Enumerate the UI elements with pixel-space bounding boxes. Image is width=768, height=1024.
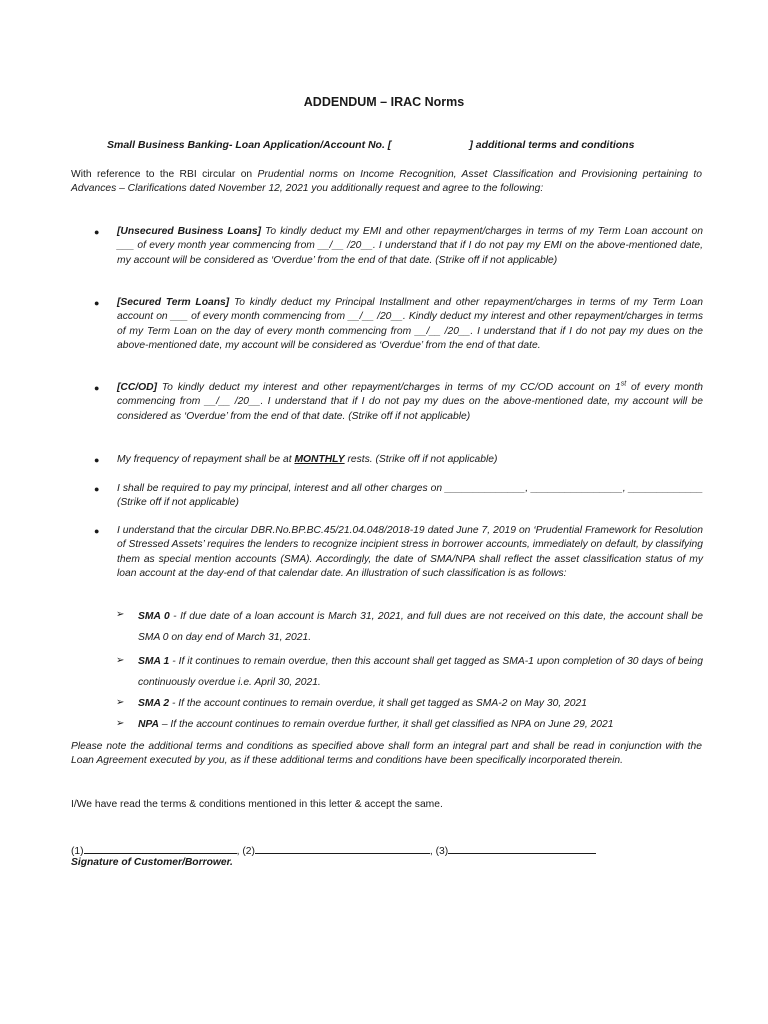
item-text-a: To kindly deduct my interest and other repayment/charges in terms of my CC/OD account on 1 [157,382,621,393]
arrow-bullet-icon: ➢ [116,697,125,708]
signature-3-field[interactable] [448,843,596,854]
bullet-icon: ● [94,455,100,465]
sma-label: SMA 0 [138,611,170,622]
item-text: I shall be required to pay my principal, interest and all other charges on ______________, ________________, _____________ (Strike off if not applicable) [117,483,703,509]
sma-item [138,714,703,735]
signature-3-label: , (3) [429,846,449,857]
subtitle-left: Small Business Banking- Loan Application/Account No. [ [107,139,392,151]
sma-item [138,606,703,648]
item-text-pre: My frequency of repayment shall be at [117,454,295,465]
arrow-bullet-icon: ➢ [116,655,125,666]
item-text: To kindly deduct my Principal Installment and other repayment/charges in terms of my Term Loan account on ___ of every month commencing from __/__ /20__. Kindly deduct my interest and other repayment/charges in terms of my Term Loan on the day of every month commencing from __/__ /20__. I understand that if I do not pay my dues on the above-mentioned date, my account will be considered as ‘Overdue’ from the end of that date. [117,297,703,351]
list-item-secured-term-loans [117,296,703,353]
sma-text: - If the account continues to remain overdue, it shall get tagged as SMA-2 on May 30, 2021 [169,698,587,709]
signature-2-field[interactable] [255,843,430,854]
list-item-frequency [117,453,703,467]
sma-label: SMA 1 [138,656,170,667]
bullet-icon: ● [94,526,100,536]
list-item-unsecured-loans [117,225,703,268]
item-text-post: rests. (Strike off if not applicable) [344,454,498,465]
item-emphasis: MONTHLY [294,454,345,465]
signature-1-field[interactable] [84,843,237,854]
sma-label: NPA [138,719,159,730]
arrow-bullet-icon: ➢ [116,718,125,729]
list-item-circular [117,524,703,581]
signature-1-label: (1) [71,846,84,857]
sma-item [138,651,703,693]
list-item-charges [117,482,703,511]
list-item-cc-od [117,381,703,424]
signature-caption: Signature of Customer/Borrower. [71,857,233,868]
acceptance-paragraph: I/We have read the terms & conditions mentioned in this letter & accept the same. [71,799,443,810]
signature-2-label: , (2) [236,846,255,857]
item-heading: [Secured Term Loans] [117,297,230,308]
intro-start: With reference to the RBI circular on [71,169,258,180]
bullet-icon: ● [94,298,100,308]
item-text: To kindly deduct my EMI and other repayment/charges in terms of my Term Loan account on ___ of every month year commencing from __/__ /20__. I understand that if I do not pay my EMI on the above-mentioned date, my account will be considered as ‘Overdue’ from the end of that date. (Strike off if not applicable) [117,226,704,266]
sma-text: – If the account continues to remain overdue further, it shall get classified as NPA on June 29, 2021 [158,719,614,730]
document-subtitle [107,139,634,151]
document-title: ADDENDUM – IRAC Norms [303,95,465,109]
sma-text: - If it continues to remain overdue, then this account shall get tagged as SMA-1 upon completion of 30 days of being continuously overdue i.e. April 30, 2021. [138,656,703,688]
intro-italic: Prudential norms on Income Recognition, Asset Classification and Provisioning pertaining to Advances – Clarifications dated November 12, 2021 you additionally request and agree to the following: [71,169,703,195]
sma-item [138,693,703,714]
item-heading: [Unsecured Business Loans] [117,226,262,237]
intro-paragraph [71,168,702,197]
arrow-bullet-icon: ➢ [116,609,125,620]
bullet-icon: ● [94,484,100,494]
bullet-icon: ● [94,383,100,393]
item-superscript: st [620,380,627,388]
signature-lines [71,843,596,857]
note-paragraph: Please note the additional terms and conditions as specified above shall form an integral part and shall be read in conjunction with the Loan Agreement executed by you, as if these additional terms and conditions have been specifically incorporated therein. [71,741,702,767]
subtitle-right: ] additional terms and conditions [469,139,635,151]
item-text: I understand that the circular DBR.No.BP.BC.45/21.04.048/2018-19 dated June 7, 2019 on ‘Prudential Framework for Resolution of Stressed Assets’ requires the lenders to recognize incipient stress in borrower accounts, immediately on default, by classifying them as special mention accounts (SMA). Accordingly, the date of SMA/NPA shall reflect the asset classification status of my loan account at the day-end of that calendar date. An illustration of such classification is as follows: [117,525,703,579]
item-text-b: of every month commencing from __/__ /20__. I understand that if I do not pay my dues on the above-mentioned date, my account will be considered as ‘Overdue’ from the end of that date. (Strike off if not applicable) [117,382,703,422]
sma-text: - If due date of a loan account is March 31, 2021, and full dues are not received on this date, the account shall be SMA 0 on day end of March 31, 2021. [138,611,703,643]
item-heading: [CC/OD] [117,382,158,393]
bullet-icon: ● [94,227,100,237]
sma-label: SMA 2 [138,698,170,709]
